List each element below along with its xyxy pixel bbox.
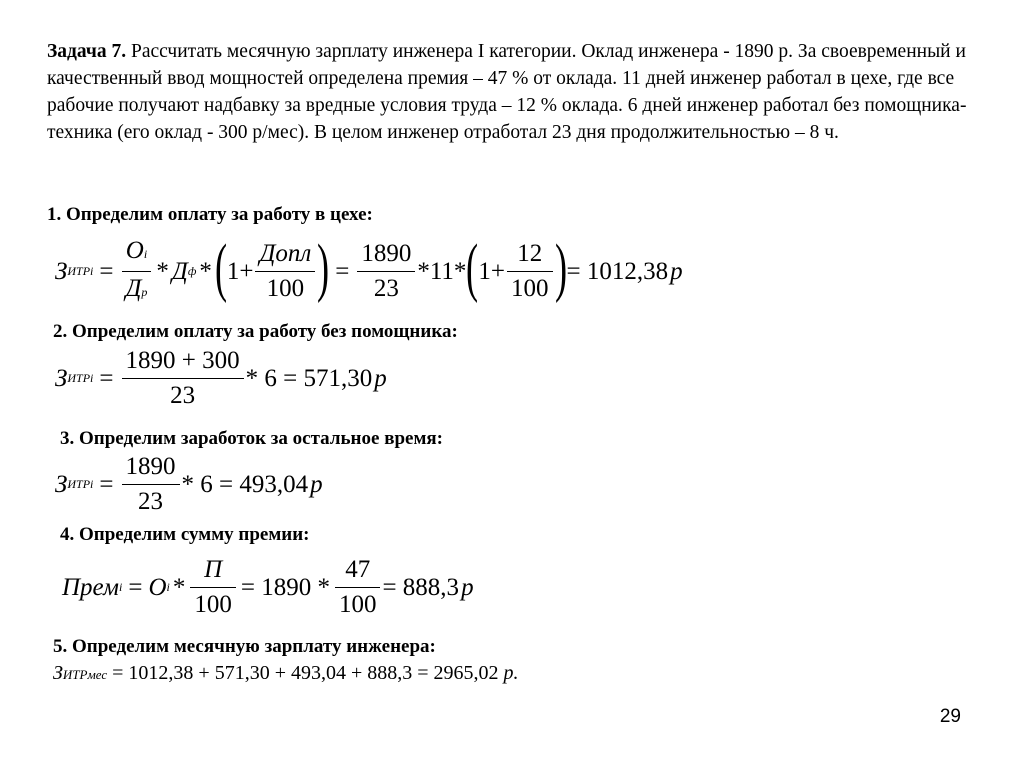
step-1-heading: 1. Определим оплату за работу в цехе: (47, 204, 373, 225)
formula-1-one-plus-2: 1+ (478, 257, 506, 285)
f1-num-sub: i (143, 247, 148, 261)
formula-4-fraction-2 (335, 555, 381, 620)
formula-2-unit: р (374, 364, 387, 392)
formula-1-eq-2: = (335, 257, 350, 285)
formula-3-fraction (122, 452, 180, 517)
final-expression: = 1012,38 + 571,30 + 493,04 + 888,3 = 2965,02 (107, 662, 504, 684)
formula-1-fraction-1 (122, 236, 152, 307)
formula-3-unit: р (310, 470, 323, 498)
f1-den-sub: р (141, 285, 148, 299)
formula-1-fraction-2 (255, 239, 315, 304)
formula-4-lhs-sub: i (118, 580, 123, 594)
formula-1-fraction-4 (507, 239, 553, 304)
formula-1-mul-1: * (156, 257, 169, 285)
formula-3 (55, 452, 323, 517)
left-paren-1: ( (214, 230, 227, 304)
formula-1-eq: = (99, 257, 114, 285)
formula-2-lhs: З (55, 364, 68, 392)
final-formula (53, 662, 519, 685)
formula-1 (55, 230, 683, 307)
formula-3-den: 23 (138, 488, 164, 515)
f4-den: 100 (511, 275, 549, 302)
problem-statement (47, 38, 987, 146)
formula-3-lhs-sub: ИТРi (67, 477, 94, 491)
step-3-heading: 3. Определим заработок за остальное время: (60, 428, 443, 449)
formula-4-fraction-1 (190, 555, 236, 620)
formula-1-mid: *11* (417, 257, 467, 285)
final-lhs: З (53, 662, 63, 684)
problem-text: Рассчитать месячную зарплату инженера I категории. Оклад инженера - 1890 р. За своевременный и качественный ввод мощностей определена премия – 47 % от оклада. 11 дней инженер работал в цехе, где все рабочие получают надбавку за вредные условия труда – 12 % оклада. 6 дней инженер работал без помощника-техника (его оклад - 300 р/мес). В целом инженер отработал 23 дня продолжительностью – 8 ч. (47, 41, 967, 143)
formula-1-one-plus-1: 1+ (226, 257, 254, 285)
f1-den: Д (125, 275, 142, 302)
formula-2-eq: = (99, 364, 114, 392)
formula-4-result: = 888,3 (382, 573, 460, 601)
formula-4-o-sub: i (166, 580, 170, 594)
formula-4-mul: * (172, 573, 186, 601)
formula-1-mul-2: * (199, 257, 212, 285)
formula-3-num: 1890 (122, 452, 180, 485)
formula-1-lhs: З (55, 257, 68, 285)
formula-4-f2-den: 100 (338, 591, 377, 618)
formula-1-fraction-3 (357, 239, 415, 304)
f4-num: 12 (507, 239, 553, 272)
step-2-heading: 2. Определим оплату за работу без помощника: (53, 321, 458, 342)
f3-den: 23 (373, 275, 399, 302)
formula-1-result: = 1012,38 (566, 257, 669, 285)
final-unit: р. (503, 662, 519, 684)
f3-num: 1890 (357, 239, 415, 272)
formula-4 (62, 555, 474, 620)
right-paren-1: ) (317, 230, 330, 304)
left-paren-2: ( (466, 230, 479, 304)
step-4-heading: 4. Определим сумму премии: (60, 524, 310, 545)
formula-2-den: 23 (170, 382, 196, 409)
formula-4-eq: = (128, 573, 143, 601)
formula-3-rest: * 6 = 493,04 (181, 470, 309, 498)
f1-num: О (125, 237, 144, 264)
final-lhs-sub: ИТРмес (62, 667, 108, 682)
formula-4-f1-den: 100 (194, 591, 232, 618)
formula-1-d-sub: ф (187, 264, 197, 278)
formula-2-rest: * 6 = 571,30 (245, 364, 373, 392)
right-paren-2: ) (554, 230, 567, 304)
formula-4-mid: = 1890 * (240, 573, 330, 601)
formula-2 (55, 346, 387, 411)
problem-title: Задача 7. (47, 41, 127, 62)
formula-2-num: 1890 + 300 (122, 346, 244, 379)
f2-den: 100 (266, 275, 305, 302)
step-5-heading: 5. Определим месячную зарплату инженера: (53, 636, 436, 657)
formula-3-eq: = (99, 470, 114, 498)
formula-1-d: Д (171, 257, 188, 285)
page-number: 29 (939, 706, 961, 727)
formula-4-lhs: Прем (62, 573, 119, 601)
formula-2-fraction (122, 346, 244, 411)
formula-4-f2-num: 47 (335, 555, 381, 588)
formula-4-o: О (148, 573, 167, 601)
formula-3-lhs: З (55, 470, 68, 498)
formula-1-unit: р (670, 257, 683, 285)
formula-1-lhs-sub: ИТРi (67, 264, 94, 278)
f2-num: Допл (255, 239, 315, 272)
formula-4-f1-num: П (190, 555, 236, 588)
formula-4-unit: р (461, 573, 474, 601)
formula-2-lhs-sub: ИТРi (67, 371, 94, 385)
